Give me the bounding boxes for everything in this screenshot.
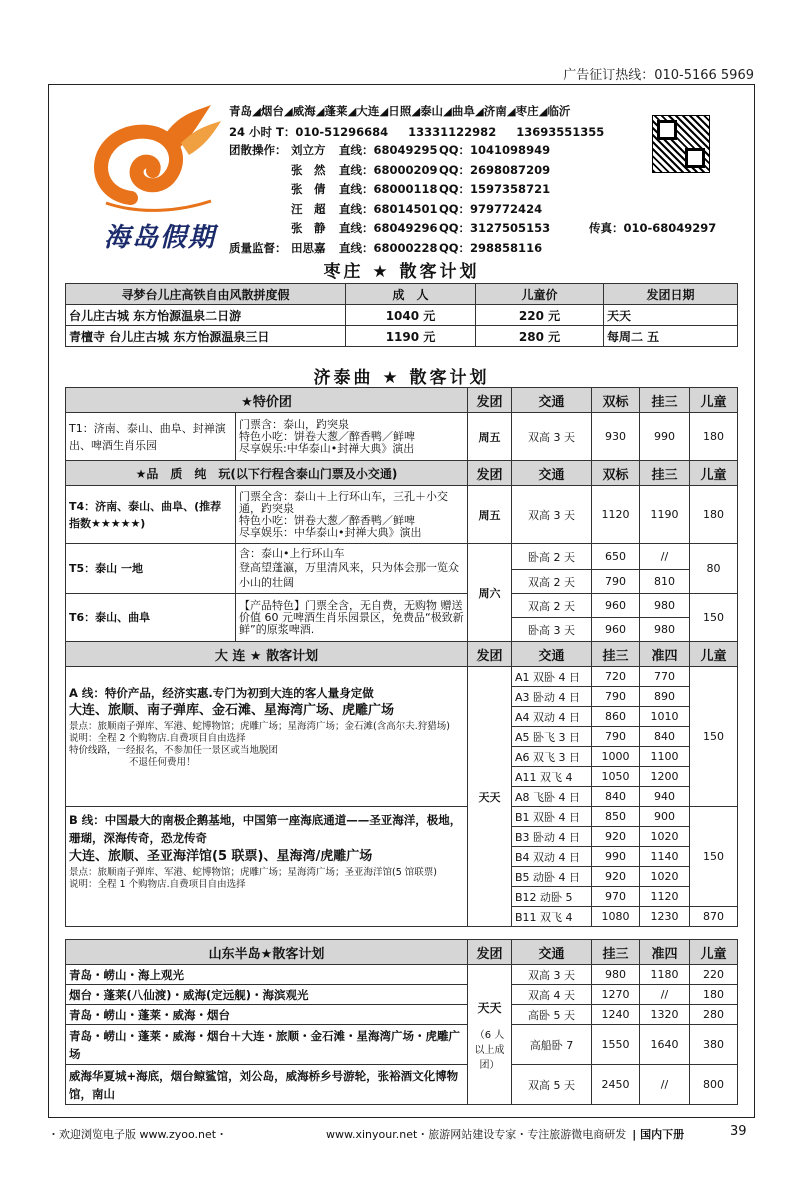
table-row: A5 卧飞 3 日 790 840: [66, 727, 738, 747]
table-row: B3 卧动 4 日 920 1020: [66, 827, 738, 847]
footer: [0, 1124, 800, 1144]
table-header: 寻梦台儿庄高铁自由风散拼度假 成 人 儿童价 发团日期: [66, 284, 738, 305]
shandong-table: [65, 939, 738, 1105]
table-row: 青岛・崂山・海上观光 天天 （6 人以上成团） 双高 3 天 980 1180 220: [66, 965, 738, 985]
table-header: ★特价团 发团 交通 双标 挂三 儿童: [66, 388, 738, 413]
table-row: T5：泰山 一地 含：泰山•上行环山车 登高望蓬瀛，万里清风来，只为体会那一览众小山的壮阔 周六 卧高 2 天 650 // 80: [66, 544, 738, 570]
line-b: B 线：中国最大的南极企鹅基地，中国第一座海底通道——圣亚海洋，极地，珊瑚，深海传奇，恐龙传奇 大连、旅顺、圣亚海洋馆(5 联票)、星海湾/虎雕广场 景点：旅顺南子弹库、军港、蛇博物馆；虎雕广场；星海湾广场；圣亚海洋馆(5 馆联票) 说明：全程 1 个购物店.自费项目自由选择: [66, 807, 468, 927]
table-row: A8 飞卧 4 日 840 940: [66, 787, 738, 807]
zaozhuang-title: 枣庄 ★ 散客计划: [323, 262, 480, 282]
contact-row: 张 倩 直线：68000118QQ：1597358721: [291, 182, 551, 197]
table-row: B12 动卧 5 970 1120: [66, 887, 738, 907]
table-header: 山东半岛★散客计划 发团 交通 挂三 准四 儿童: [66, 940, 738, 965]
footer-right: [326, 1126, 684, 1142]
logo-text: 海岛假期: [104, 223, 217, 253]
hotline-24h: [229, 124, 620, 140]
table-header: 大 连 ★ 散客计划 发团 交通 挂三 准四 儿童: [66, 642, 738, 667]
contact-row: 质量监督： 田思嘉 直线：68000228QQ：298858116: [229, 240, 543, 255]
table-row: T1：济南、泰山、曲阜、封禅演出、啤酒生肖乐园 门票含：泰山，趵突泉 特色小吃：饼卷大葱／醉香鸭／鲜啤 尽享娱乐:中华泰山•封禅大典》演出 周五 双高 3 天 930 990 180: [66, 413, 738, 461]
contact-row: 汪 超 直线：68014501QQ：979772424: [291, 201, 543, 216]
table-row: A11 双飞 4 1050 1200: [66, 767, 738, 787]
table-row: 威海华夏城+海底，烟台鲸鲨馆，刘公岛，威海桥乡号游轮，张裕酒文化博物馆，南山 双高 5 天 2450 // 800: [66, 1065, 738, 1105]
table-row: 青岛・崂山・蓬莱・威海・烟台 高卧 5 天 1240 1320 280: [66, 1005, 738, 1025]
contact-row: 张 然 直线：68000209QQ：2698087209: [291, 162, 551, 177]
table-row: 青岛・崂山・蓬莱・威海・烟台＋大连・旅顺・金石滩・星海湾广场・虎雕广场 高船卧 7 1550 1640 380: [66, 1025, 738, 1065]
table-row: B 线：中国最大的南极企鹅基地，中国第一座海底通道——圣亚海洋，极地，珊瑚，深海传奇，恐龙传奇 大连、旅顺、圣亚海洋馆(5 联票)、星海湾/虎雕广场 景点：旅顺南子弹库、军港、蛇博物馆；虎雕广场；星海湾广场；圣亚海洋馆(5 馆联票) 说明：全程 1 个购物店.自费项目自由选择 B1 双卧 4 日 850 900 150: [66, 807, 738, 827]
table-row: A4 双动 4 日 860 1010: [66, 707, 738, 727]
table-row: A 线：特价产品，经济实惠.专门为初到大连的客人量身定做 大连、旅顺、南子弹库、金石滩、星海湾广场、虎雕广场 景点：旅顺南子弹库、军港、蛇博物馆；虎雕广场；星海湾广场；金石滩(含高尔夫.狩猎场) 说明：全程 2 个购物店.自费项目自由选择 特价线路，一经报名，不参加任一景区或当地脱团 不退任何费用！ 天天 A1 双卧 4 日 720 770 150: [66, 667, 738, 687]
table-row: T4：济南、泰山、曲阜、(推荐指数★★★★★) 门票全含：泰山＋上行环山车，三孔＋小交通，趵突泉 特色小吃：饼卷大葱／醉香鸭／鲜啤 尽享娱乐：中华泰山•封禅大典》演出 周五 双高 3 天 1120 1190 180: [66, 486, 738, 544]
agency-header: [49, 85, 754, 253]
dalian-table: [65, 641, 738, 927]
zaozhuang-table: [65, 283, 738, 347]
jitaiqu-table: [65, 387, 738, 642]
contact-list: [229, 141, 716, 259]
table-row: 烟台・蓬莱(八仙渡)・威海(定远舰)・海滨观光 双高 4 天 1270 // 180: [66, 985, 738, 1005]
table-header: ★品 质 纯 玩(以下行程含泰山门票及小交通) 发团 交通 双标 挂三 儿童: [66, 461, 738, 486]
spiral-logo-icon: [71, 103, 231, 233]
table-row: B5 动卧 4 日 920 1020: [66, 867, 738, 887]
table-row: 台儿庄古城 东方怡源温泉二日游 1040 元 220 元 天天: [66, 305, 738, 326]
table-row: 青檀寺 台儿庄古城 东方怡源温泉三日 1190 元 280 元 每周二 五: [66, 326, 738, 347]
table-row: B4 双动 4 日 990 1140: [66, 847, 738, 867]
table-row: A3 卧动 4 日 790 890: [66, 687, 738, 707]
line-a: A 线：特价产品，经济实惠.专门为初到大连的客人量身定做 大连、旅顺、南子弹库、金石滩、星海湾广场、虎雕广场 景点：旅顺南子弹库、军港、蛇博物馆；虎雕广场；星海湾广场；金石滩(含高尔夫.狩猎场) 说明：全程 2 个购物店.自费项目自由选择 特价线路，一经报名，不参加任一景区或当地脱团 不退任何费用！: [66, 667, 468, 807]
ad-hotline: 广告征订热线：010-5166 5969: [563, 68, 754, 83]
page-number: 39: [730, 1124, 747, 1139]
jitaiqu-title: 济泰曲 ★ 散客计划: [313, 368, 490, 388]
logo: [71, 103, 231, 253]
hours-phone: 24 小时 T：010-51296684: [229, 125, 389, 139]
qr-code-icon[interactable]: [652, 115, 710, 173]
contact-row: 团散操作： 刘立方 直线：68049295QQ：1041098949: [229, 143, 551, 157]
footer-section: | 国内下册: [632, 1128, 685, 1141]
table-row: T6：泰山、曲阜 【产品特色】门票全含，无自费，无购物 赠送价值 60 元啤酒生肖乐园景区，免费品“极致新鲜”的原浆啤酒. 双高 2 天 960 980 150: [66, 594, 738, 618]
mobile-1: 13331122982: [408, 125, 497, 139]
mobile-2: 13693551355: [516, 125, 605, 139]
table-row: 双高 2 天 790 810: [66, 570, 738, 594]
table-row: A6 双飞 3 日 1000 1100: [66, 747, 738, 767]
page-frame: [48, 84, 755, 1118]
footer-site-link[interactable]: www.xinyour.net・旅游网站建设专家・专注旅游微电商研发: [326, 1128, 627, 1141]
contact-row: 张 静 直线：68049296QQ：3127505153 传真：010-68049297: [291, 221, 717, 236]
table-row: B11 双飞 4 1080 1230 870: [66, 907, 738, 927]
footer-left-link[interactable]: ・欢迎浏览电子版 www.zyoo.net・: [48, 1128, 228, 1141]
city-list: 青岛◢烟台◢威海◢蓬莱◢大连◢日照◢泰山◢曲阜◢济南◢枣庄◢临沂: [229, 104, 571, 118]
table-row: 卧高 3 天 960 980: [66, 618, 738, 642]
